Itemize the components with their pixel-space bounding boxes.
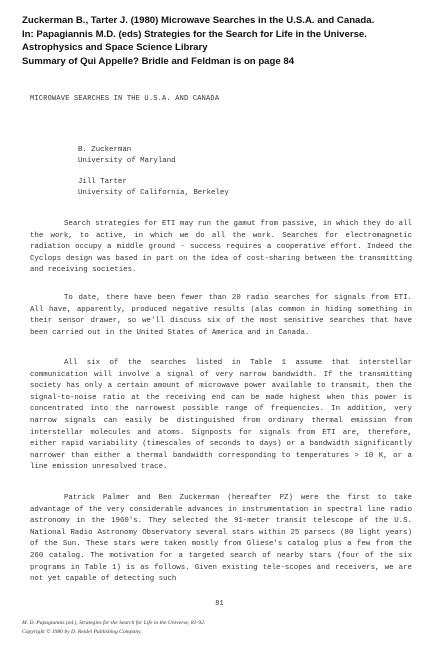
footer-line: Copyright © 1980 by D. Reidel Publishing Company. <box>22 629 142 635</box>
footer-line: M. D. Papagiannis (ed.), Strategies for the Search for Life in the Universe, 81-92. <box>22 620 206 626</box>
author-block <box>78 177 229 199</box>
page-number: 81 <box>215 600 224 608</box>
body-paragraph: All six of the searches listed in Table 1 assume that interstellar communication will involve a signal of very narrow bandwidth. If the transmitting society has only a certain amount of microwave power available to transmit, then the signal-to-noise ratio at the receiving end can be made highest when this power is concentrated into the narrowest possible range of frequencies. In addition, very narrow signals can easily be distinguished from ordinary thermal emission from interstellar molecules and atoms. Signposts for signals from ETI are, therefore, either rapid variability (timescales of seconds to days) or a bandwidth significantly narrower than either a thermal bandwidth corresponding to temperatures > 10 K, or a line emission unresolved trace. <box>30 359 412 472</box>
body-paragraph: Search strategies for ETI may run the gamut from passive, in which they do all the work, to active, in which we do all the work. Searches for electromagnetic radiation occupy a middle ground - success requires a cooperative effort. Indeed the Cyclops design was based in part on the idea of cost-sharing between the transmitting and receiving societies. <box>30 220 412 275</box>
citation-line: Zuckerman B., Tarter J. (1980) Microwave Searches in the U.S.A. and Canada. <box>22 15 375 26</box>
author-affiliation: University of Maryland <box>78 157 176 165</box>
author-affiliation: University of California, Berkeley <box>78 189 229 197</box>
citation-line: In: Papagiannis M.D. (eds) Strategies for the Search for Life in the Universe. <box>22 28 367 40</box>
citation-line: Astrophysics and Space Science Library <box>22 42 208 53</box>
copyright-footer <box>22 619 205 637</box>
body-paragraph: Patrick Palmer and Ben Zuckerman (hereafter PZ) were the first to take advantage of the very considerable advances in instrumentation in spectral line radio astronomy in the 1960's. They selected the 91-meter transit telescope of the U.S. National Radio Astronomy Observatory several stars within 25 parsecs (80 light years) of the Sun. These stars were taken mostly from Gliese's catalog plus a few from the 260 catalog. The motivation for a targeted search of nearby stars (four of the six programs in Table 1) is as follows. Given existing tele-scopes and receivers, we are not yet capable of detecting such <box>30 494 412 584</box>
paper-title: MICROWAVE SEARCHES IN THE U.S.A. AND CANADA <box>30 95 220 103</box>
body-paragraph: To date, there have been fewer than 20 radio searches for signals from ETI. All have, apparently, produced negative results (alas common in hiding something in their sensor drawer, so we'll discuss six of the most sensitive searches that have been carried out in the United States of America and in Canada. <box>30 294 412 337</box>
author-name: B. Zuckerman <box>78 146 132 154</box>
author-name: Jill Tarter <box>78 178 127 186</box>
citation-header <box>22 14 427 68</box>
author-block <box>78 145 176 167</box>
citation-line: Summary of Qui Appelle? Bridle and Feldman is on page 84 <box>22 55 295 67</box>
